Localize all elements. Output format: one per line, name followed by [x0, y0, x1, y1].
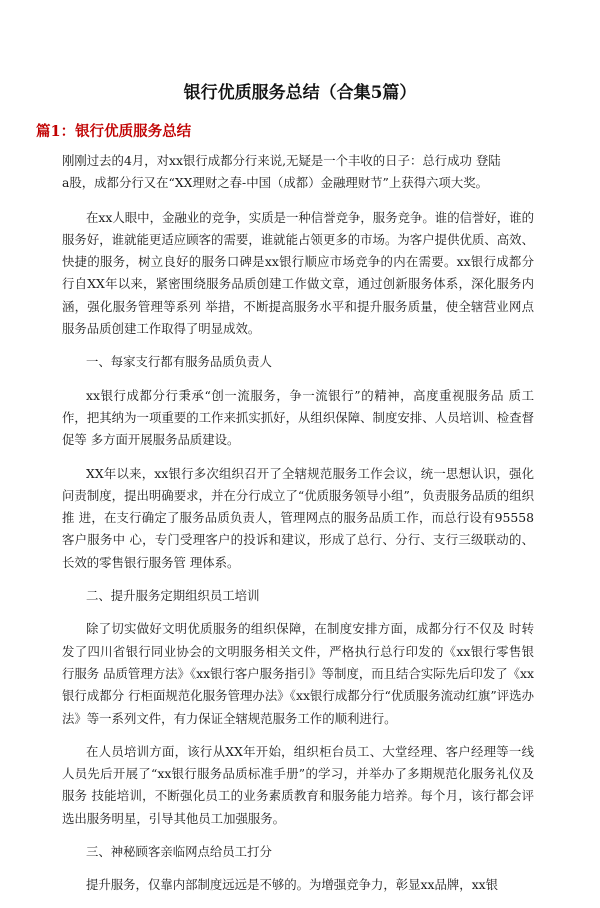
paragraph: 在人员培训方面，该行从XX年开始，组织柜台员工、大堂经理、客户经理等一线人员先后开展了“xx银行服务品质标准手册”的学习，并举办了多期规范化服务礼仪及服务 技能培训，不断强化员工的业务素质教育和服务能力培养。每个月，该行都会评选出服务明星，引导其他员工加强服务。 [62, 743, 534, 826]
document-body [62, 150, 534, 908]
paragraph: 提升服务，仅靠内部制度远远是不够的。为增强竞争力，彰显xx品牌，xx银 [86, 877, 499, 893]
paragraph: xx银行成都分行秉承“创一流服务，争一流银行”的精神，高度重视服务品 质工作，把其纳为一项重要的工作来抓实抓好，从组织保障、制度安排、人员培训、检查督促等 多方面开展服务品质建设。 [62, 387, 534, 448]
paragraph: XX年以来，xx银行多次组织召开了全辖规范服务工作会议，统一思想认识，强化问责制度，提出明确要求，并在分行成立了“优质服务领导小组”，负责服务品质的组织推 进，在支行确定了服务品质负责人，管理网点的服务品质工作，而总行设有95558客户服务中 心，专门受理客户的投诉和建议，形成了总行、分行、支行三级联动的、长效的零售银行服务管 理体系。 [62, 465, 534, 570]
section-title: 篇1：银行优质服务总结 [36, 123, 192, 140]
paragraph: 在xx人眼中，金融业的竞争，实质是一种信誉竞争，服务竞争。谁的信誉好，谁的服务好，谁就能更适应顾客的需要，谁就能占领更多的市场。为客户提供优质、高效、快捷的服务，树立良好的服务口碑是xx银行顺应市场竞争的内在需要。xx银行成都分行自XX年以来，紧密围绕服务品质创建工作做文章，通过创新服务体系，深化服务内涵，强化服务管理等系列 举措，不断提高服务水平和提升服务质量，使全辖营业网点服务品质创建工作取得了明显成效。 [62, 209, 534, 337]
subheading: 二、提升服务定期组织员工培训 [86, 588, 260, 604]
document-title: 银行优质服务总结（合集5篇） [183, 83, 417, 103]
subheading: 三、神秘顾客亲临网点给员工打分 [86, 844, 272, 860]
intro-line: 刚刚过去的4月，对xx银行成都分行来说,无疑是一个丰收的日子：总行成功 登陆 [62, 153, 501, 168]
intro-line: a股，成都分行又在“XX理财之春-中国（成都）金融理财节”上获得六项大奖。 [62, 175, 488, 191]
subheading: 一、每家支行都有服务品质负责人 [86, 354, 272, 370]
paragraph: 除了切实做好文明优质服务的组织保障，在制度安排方面，成都分行不仅及 时转发了四川省银行同业协会的文明服务相关文件，严格执行总行印发的《xx银行零售银行服务 品质管理方法》《xx银行客户服务指引》等制度，而且结合实际先后印发了《xx银行成都分 行柜面规范化服务管理办法》《xx银行成都分行“优质服务流动红旗”评选办法》等一系列文件，有力保证全辖规范服务工作的顺利进行。 [62, 621, 534, 726]
